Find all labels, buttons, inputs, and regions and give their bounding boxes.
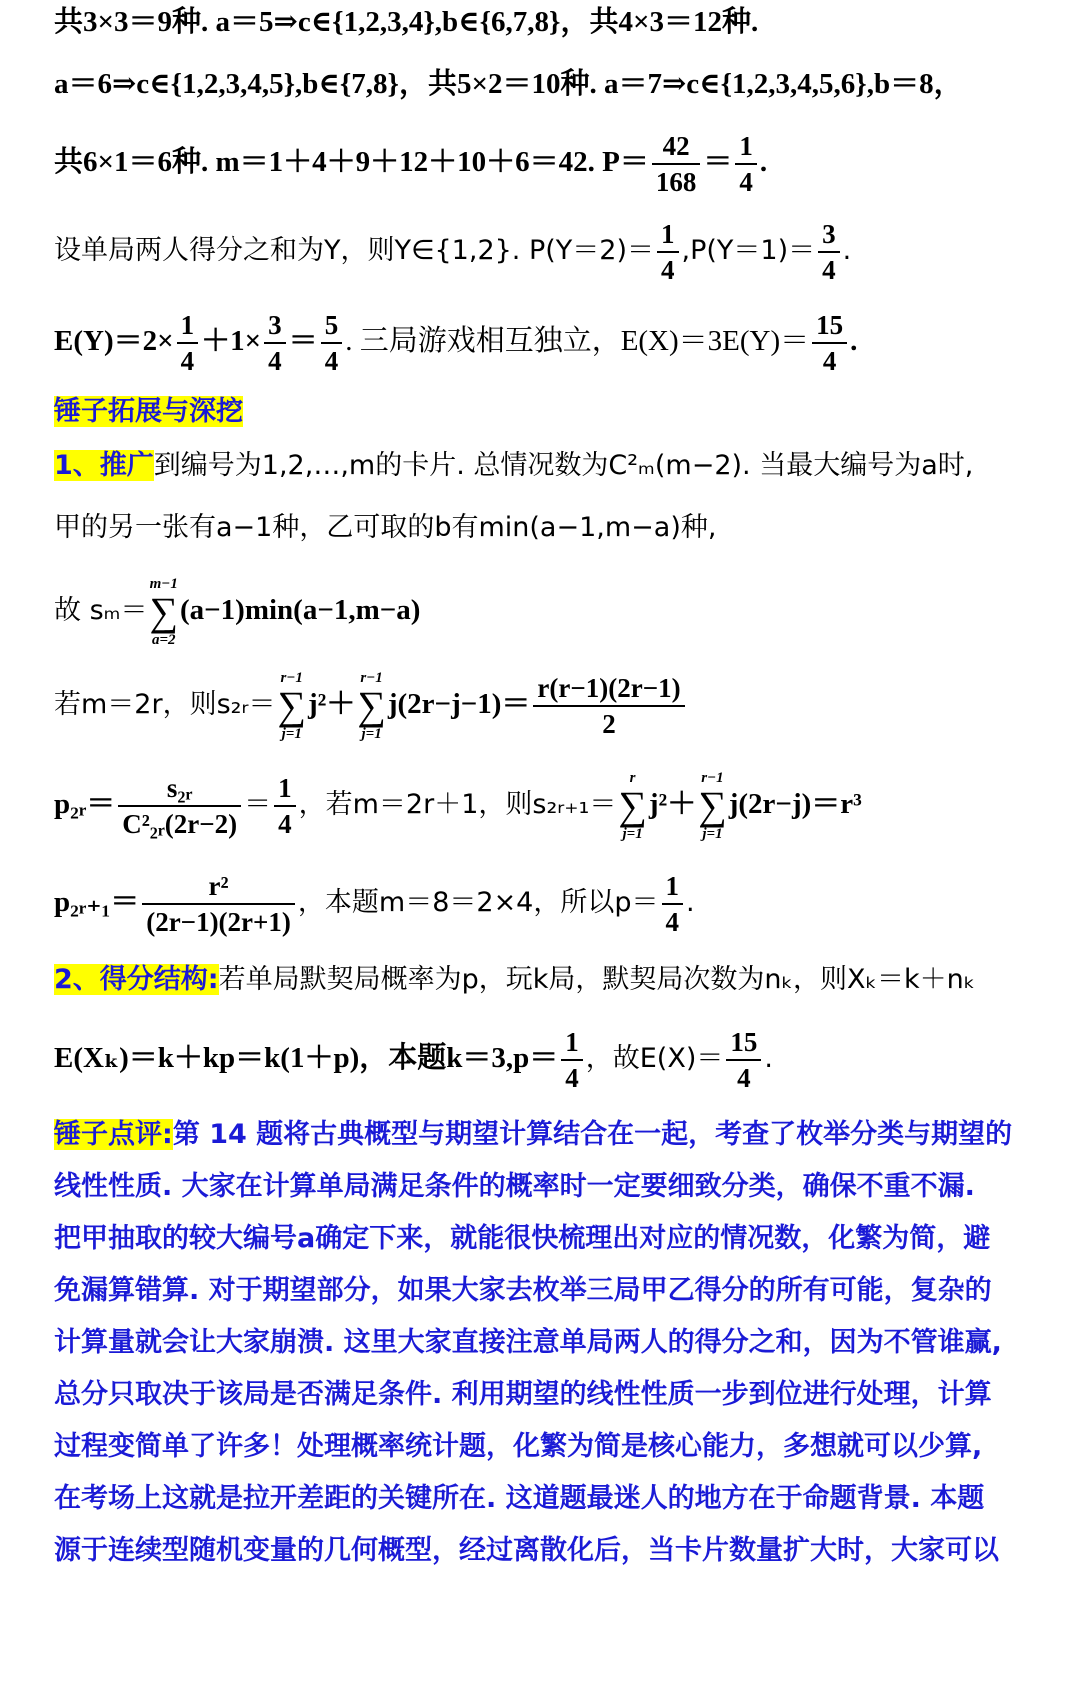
- fraction: $\frac{3}{4}$: [818, 217, 840, 287]
- section-title: 锤子拓展与深挖: [54, 396, 243, 427]
- fraction: $\frac{15}{4}$: [726, 1025, 761, 1095]
- fraction: $\frac{1}{4}$: [177, 308, 199, 378]
- fraction: $\frac{r(r-1)(2r-1)}{2}$: [533, 671, 684, 741]
- review-line-4: 免漏算错算. 对于期望部分，如果大家去枚举三局甲乙得分的所有可能，复杂的: [54, 1275, 992, 1306]
- review-line-8: 在考场上这就是拉开差距的关键所在. 这道题最迷人的地方在于命题背景. 本题: [54, 1483, 985, 1514]
- text: 若m＝2r，则s₂ᵣ＝: [54, 689, 276, 720]
- text: 到编号为1,2,…,m的卡片. 总情况数为C²ₘ(m−2). 当最大编号为a时,: [153, 450, 974, 481]
- text: ＝: [288, 325, 318, 357]
- fraction: $\frac{\text{s₂ᵣ}}{\text{C²₂ᵣ(2r−2)}}$: [118, 771, 241, 841]
- text: 故 sₘ＝: [54, 595, 148, 626]
- review-line-9: 源于连续型随机变量的几何概型，经过离散化后，当卡片数量扩大时，大家可以: [54, 1535, 999, 1566]
- solution-line-3: 共6×1＝6种. m＝1＋4＋9＋12＋10＋6＝42. P＝ $\frac{42}{168}$ ＝ $\frac{1}{4}$ .: [54, 131, 768, 198]
- summation-symbol: r ∑ j=1: [618, 769, 647, 842]
- review-line-2: 线性性质. 大家在计算单局满足条件的概率时一定要细致分类，确保不重不漏.: [54, 1171, 975, 1202]
- summation-symbol: r−1 ∑ j=1: [698, 769, 727, 842]
- ext1-label: 1、推广: [54, 450, 154, 481]
- fraction: $\frac{1}{4}$: [561, 1025, 583, 1095]
- fraction: $\frac{1}{4}$: [735, 129, 757, 199]
- review-line-1: [54, 1115, 1066, 1155]
- summation-symbol: r−1 ∑ j=1: [357, 669, 386, 742]
- text: E(Xₖ)＝k＋kp＝k(1＋p)，本题k＝3,p＝: [54, 1042, 559, 1074]
- fraction: $\frac{1}{4}$: [657, 217, 679, 287]
- review-line-3: 把甲抽取的较大编号a确定下来，就能很快梳理出对应的情况数，化繁为简，避: [54, 1223, 991, 1254]
- text: ,P(Y＝1)＝: [681, 235, 816, 266]
- fraction: $\frac{42}{168}$: [652, 129, 701, 199]
- text: ，本题m＝8＝2×4，所以p＝: [297, 887, 659, 918]
- text: (a−1)min(a−1,m−a): [180, 594, 421, 626]
- fraction: $\frac{5}{4}$: [321, 308, 343, 378]
- ext2-line-1: [54, 960, 1066, 1000]
- text: E(Y)＝2×: [54, 325, 174, 357]
- solution-line-5: E(Y)＝2× $\frac{1}{4}$ ＋1× $\frac{3}{4}$ ＝ $\frac{5}{4}$ . 三局游戏相互独立，E(X)＝3E(Y)＝ $\frac{15}{4}$ .: [54, 310, 858, 377]
- text: 甲的另一张有a−1种，乙可取的b有min(a−1,m−a)种,: [54, 512, 717, 543]
- ext1-line-6: p₂ᵣ₊₁＝ $\frac{\text{r²}}{(2r-1)(2r+1)}$ ，本题m＝8＝2×4，所以p＝ $\frac{1}{4}$ .: [54, 870, 695, 937]
- solution-line-2: [54, 64, 1066, 104]
- text: 设单局两人得分之和为Y，则Y∈{1,2}. P(Y＝2)＝: [54, 235, 654, 266]
- text: ＋1×: [201, 325, 262, 357]
- section-title-row: [54, 392, 1066, 432]
- text: a＝6⇒c∈{1,2,3,4,5},b∈{7,8}，共5×2＝10种. a＝7⇒c∈{1,2,3,4,5,6},b＝8，: [54, 68, 963, 100]
- text: 共6×1＝6种. m＝1＋4＋9＋12＋10＋6＝42. P＝: [54, 146, 649, 178]
- fraction: $\frac{15}{4}$: [812, 308, 847, 378]
- review-line-6: 总分只取决于该局是否满足条件. 利用期望的线性性质一步到位进行处理，计算: [54, 1379, 992, 1410]
- fraction: $\frac{\text{r²}}{(2r-1)(2r+1)}$: [142, 869, 295, 939]
- text: 共3×3＝9种. a＝5⇒c∈{1,2,3,4},b∈{6,7,8}，共4×3＝12种.: [54, 6, 759, 38]
- text: 第 14 题将古典概型与期望计算结合在一起，考查了枚举分类与期望的: [172, 1119, 1013, 1150]
- summation-symbol: m−1 ∑ a=2: [149, 575, 178, 648]
- ext1-line-3: [54, 570, 1066, 650]
- ext2-line-2: E(Xₖ)＝k＋kp＝k(1＋p)，本题k＝3,p＝ $\frac{1}{4}$ ，故E(X)＝ $\frac{15}{4}$ .: [54, 1026, 773, 1093]
- ext1-line-4: 若m＝2r，则s₂ᵣ＝ r−1 ∑ j=1 j²＋ r−1 ∑ j=1 j(2r−j−1)＝ $\frac{r(r-1)(2r-1)}{2}$: [54, 664, 1066, 744]
- solution-line-4: 设单局两人得分之和为Y，则Y∈{1,2}. P(Y＝2)＝ $\frac{1}{4}$ ,P(Y＝1)＝ $\frac{3}{4}$ .: [54, 218, 852, 285]
- review-line-5: 计算量就会让大家崩溃. 这里大家直接注意单局两人的得分之和，因为不管谁赢,: [54, 1327, 1002, 1358]
- ext1-line-2: [54, 508, 1066, 548]
- text: p₂ᵣ＝: [54, 788, 116, 820]
- ext1-line-1: [54, 446, 1066, 486]
- ext1-line-5: p₂ᵣ＝ $\frac{\text{s₂ᵣ}}{\text{C²₂ᵣ(2r−2)}}$ ＝ $\frac{1}{4}$ ，若m＝2r＋1，则s₂ᵣ₊₁＝ r ∑ j=1 j²＋ r−1 ∑ j=1 j(2r−j)＝r³: [54, 769, 862, 842]
- solution-line-1: [54, 2, 1066, 42]
- text: . 三局游戏相互独立，E(X)＝3E(Y)＝: [345, 325, 810, 357]
- review-label: 锤子点评:: [54, 1119, 173, 1150]
- fraction: $\frac{1}{4}$: [662, 869, 684, 939]
- text: p₂ᵣ₊₁＝: [54, 886, 140, 918]
- fraction: $\frac{3}{4}$: [264, 308, 286, 378]
- ext2-label: 2、得分结构:: [54, 964, 219, 995]
- text: ，若m＝2r＋1，则s₂ᵣ₊₁＝: [298, 789, 617, 820]
- fraction: $\frac{1}{4}$: [274, 771, 296, 841]
- review-line-7: 过程变简单了许多！处理概率统计题，化繁为简是核心能力，多想就可以少算,: [54, 1431, 983, 1462]
- text: 若单局默契局概率为p，玩k局，默契局次数为nₖ，则Xₖ＝k＋nₖ: [218, 964, 976, 995]
- summation-symbol: r−1 ∑ j=1: [277, 669, 306, 742]
